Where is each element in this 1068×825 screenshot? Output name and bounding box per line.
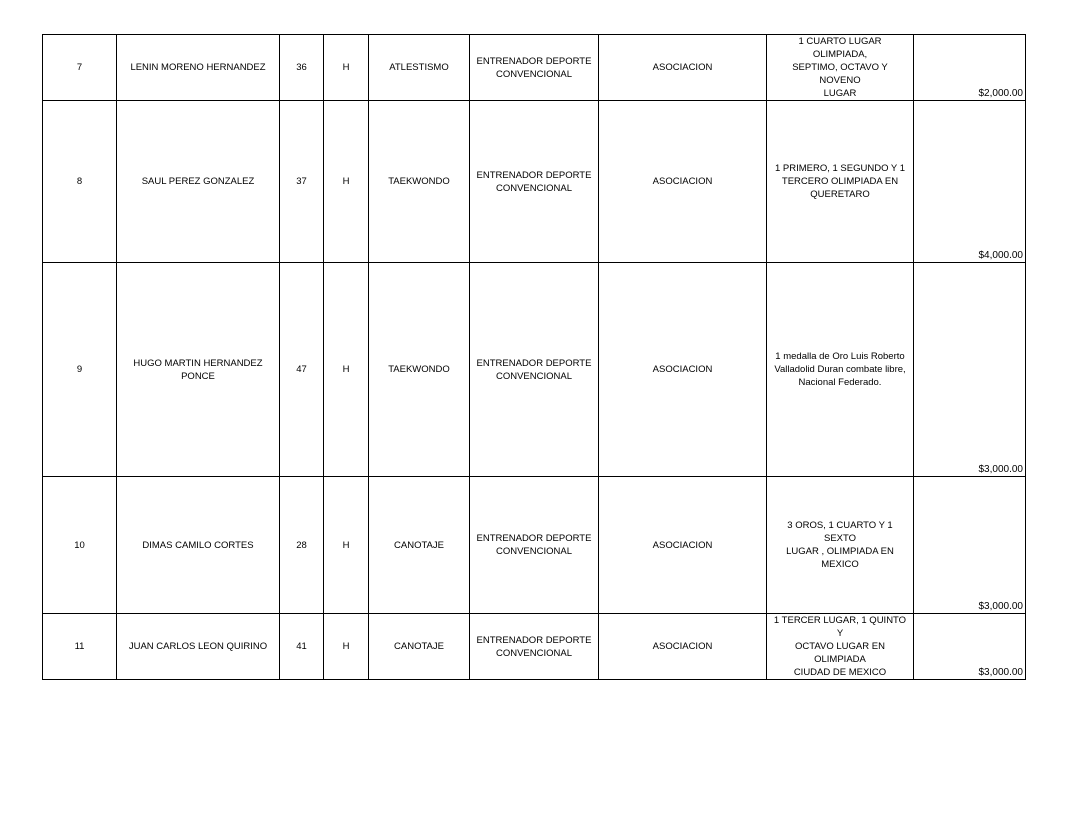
role-line: CONVENCIONAL [495,182,572,194]
amount: $2,000.00 [914,35,1026,101]
affiliation-type: ASOCIACION [599,614,767,680]
amount: $4,000.00 [914,101,1026,263]
row-number: 8 [43,101,117,263]
row-number: 7 [43,35,117,101]
achievements [767,477,914,614]
coach-sex: H [324,263,369,477]
table-row [43,263,1026,477]
achievement-line: SEPTIMO, OCTAVO Y NOVENO [792,62,888,86]
role-line: CONVENCIONAL [495,68,572,80]
amount: $3,000.00 [914,263,1026,477]
role-line: ENTRENADOR DEPORTE [476,634,592,646]
role [470,477,599,614]
coach-name: HUGO MARTIN HERNANDEZ PONCE [117,263,280,477]
affiliation-type: ASOCIACION [599,101,767,263]
amount: $3,000.00 [914,614,1026,680]
achievement-line: LUGAR [823,88,857,99]
achievements [767,35,914,101]
achievement-line: 1 TERCER LUGAR, 1 QUINTO Y [773,615,907,639]
table-row [43,101,1026,263]
achievement-line: QUERETARO [810,189,870,200]
row-number: 10 [43,477,117,614]
role-line: CONVENCIONAL [495,370,572,382]
coach-age: 28 [280,477,324,614]
role [470,614,599,680]
coach-name: SAUL PEREZ GONZALEZ [117,101,280,263]
achievement-line: Valladolid Duran combate libre, [774,364,906,375]
row-number: 11 [43,614,117,680]
coach-sex: H [324,477,369,614]
achievement-line: TERCERO OLIMPIADA EN [781,176,899,187]
sport: TAEKWONDO [369,263,470,477]
role-line: ENTRENADOR DEPORTE [476,55,592,67]
coach-age: 36 [280,35,324,101]
coach-age: 41 [280,614,324,680]
sport: CANOTAJE [369,477,470,614]
role-line: ENTRENADOR DEPORTE [476,357,592,369]
row-number: 9 [43,263,117,477]
role-line: ENTRENADOR DEPORTE [476,169,592,181]
achievement-line: Nacional Federado. [798,377,882,388]
achievement-line: 1 CUARTO LUGAR OLIMPIADA, [798,36,882,60]
coach-sex: H [324,614,369,680]
role [470,35,599,101]
role-line: CONVENCIONAL [495,647,572,659]
sport: CANOTAJE [369,614,470,680]
achievement-line: 1 medalla de Oro Luis Roberto [775,351,905,362]
affiliation-type: ASOCIACION [599,263,767,477]
role-line: ENTRENADOR DEPORTE [476,533,592,544]
role-line: CONVENCIONAL [495,546,572,557]
achievements [767,614,914,680]
table-row [43,35,1026,101]
coach-age: 47 [280,263,324,477]
coach-roster-table [42,34,1026,680]
coach-sex: H [324,101,369,263]
coach-name: LENIN MORENO HERNANDEZ [117,35,280,101]
role [470,263,599,477]
achievement-line: CIUDAD DE MEXICO [793,667,887,678]
coach-name: JUAN CARLOS LEON QUIRINO [117,614,280,680]
achievement-line: LUGAR , OLIMPIADA EN MEXICO [786,546,894,570]
affiliation-type: ASOCIACION [599,35,767,101]
achievements [767,263,914,477]
coach-name: DIMAS CAMILO CORTES [117,477,280,614]
achievement-line: OCTAVO LUGAR EN OLIMPIADA [795,641,885,665]
amount: $3,000.00 [914,477,1026,614]
coach-age: 37 [280,101,324,263]
sport: TAEKWONDO [369,101,470,263]
sport: ATLESTISMO [369,35,470,101]
table-row [43,614,1026,680]
achievement-line: 1 PRIMERO, 1 SEGUNDO Y 1 [774,163,906,174]
role [470,101,599,263]
achievements [767,101,914,263]
coach-sex: H [324,35,369,101]
affiliation-type: ASOCIACION [599,477,767,614]
achievement-line: 3 OROS, 1 CUARTO Y 1 SEXTO [787,520,893,544]
table-row [43,477,1026,614]
